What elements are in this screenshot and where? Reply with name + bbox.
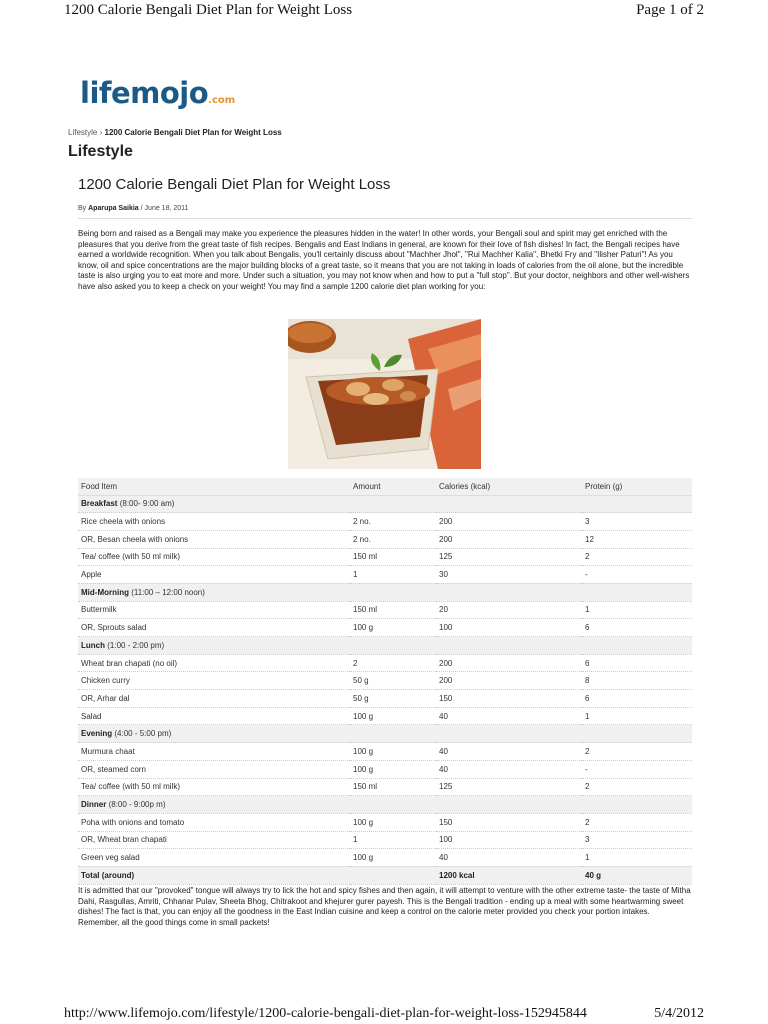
- meal-row: [78, 637, 692, 655]
- cell-protein: 2: [582, 813, 692, 831]
- outro-paragraph: It is admitted that our "provoked" tongue will always try to lick the hot and spicy fishes and then again, it will attempt to venture with the other extreme taste- the taste of Mitha Dahi, Rasgullas, Amriti, Chhanar Pulav, Sheeta Bhog, Chitrakoot and khejurer gurer payesh. This is the Bengali tradition - ending up a meal with some heartwarming sweet dishes! The fact is that, you can enjoy all the goodness in the East Indian cuisine and keep a control on the calorie meter provided you check your portion intakes. Remember, all the good things come in small packets!: [78, 886, 691, 927]
- cell-calories: 100: [436, 619, 582, 637]
- meal-time: (8:00- 9:00 am): [119, 499, 175, 509]
- cell-calories: 125: [436, 778, 582, 796]
- article-title: 1200 Calorie Bengali Diet Plan for Weight Loss: [78, 176, 391, 193]
- cell-amount: 2 no.: [350, 513, 436, 531]
- table-row: [78, 513, 692, 531]
- cell-protein: 2: [582, 778, 692, 796]
- print-header-title: 1200 Calorie Bengali Diet Plan for Weight Loss: [64, 2, 353, 18]
- cell-protein: 1: [582, 601, 692, 619]
- cell-calories: 200: [436, 530, 582, 548]
- cell-item: OR, Sprouts salad: [78, 619, 350, 637]
- fish-curry-photo: [288, 319, 481, 469]
- cell-amount: 50 g: [350, 690, 436, 708]
- header-protein: Protein (g): [582, 478, 692, 495]
- meal-cell: [78, 495, 692, 513]
- header-food-item: Food Item: [78, 478, 350, 495]
- cell-protein: 2: [582, 743, 692, 761]
- author-link[interactable]: Aparupa Saikia: [88, 205, 139, 212]
- meal-cell: [78, 583, 692, 601]
- breadcrumb-separator: ›: [99, 128, 103, 137]
- cell-protein: 1: [582, 849, 692, 867]
- cell-amount: 1: [350, 831, 436, 849]
- cell-calories: 40: [436, 707, 582, 725]
- meal-time: (1:00 - 2:00 pm): [107, 640, 165, 650]
- cell-calories: 200: [436, 654, 582, 672]
- cell-item: OR, Arhar dal: [78, 690, 350, 708]
- table-row: [78, 743, 692, 761]
- cell-item: Apple: [78, 566, 350, 584]
- table-row: [78, 831, 692, 849]
- cell-amount: 100 g: [350, 813, 436, 831]
- cell-calories: 100: [436, 831, 582, 849]
- cell-protein: 6: [582, 690, 692, 708]
- table-row: [78, 619, 692, 637]
- cell-amount: 2 no.: [350, 530, 436, 548]
- table-row: [78, 654, 692, 672]
- cell-item: Poha with onions and tomato: [78, 813, 350, 831]
- cell-calories: 150: [436, 813, 582, 831]
- table-row: [78, 707, 692, 725]
- table-row: [78, 601, 692, 619]
- cell-amount: 100 g: [350, 619, 436, 637]
- cell-calories: 40: [436, 760, 582, 778]
- meal-row: [78, 796, 692, 814]
- total-label: Total (around): [78, 866, 350, 884]
- table-header-row: [78, 478, 692, 495]
- cell-item: Wheat bran chapati (no oil): [78, 654, 350, 672]
- cell-item: OR, steamed corn: [78, 760, 350, 778]
- table-row: [78, 760, 692, 778]
- cell-calories: 40: [436, 849, 582, 867]
- total-calories: 1200 kcal: [436, 866, 582, 884]
- logo-wordmark: lifemojo: [80, 76, 209, 110]
- cell-item: Murmura chaat: [78, 743, 350, 761]
- cell-item: Rice cheela with onions: [78, 513, 350, 531]
- cell-calories: 30: [436, 566, 582, 584]
- breadcrumb-parent-link[interactable]: Lifestyle: [68, 128, 98, 137]
- header-amount: Amount: [350, 478, 436, 495]
- cell-protein: 6: [582, 619, 692, 637]
- cell-protein: 6: [582, 654, 692, 672]
- cell-item: OR, Besan cheela with onions: [78, 530, 350, 548]
- print-header: [64, 0, 704, 22]
- meal-cell: [78, 725, 692, 743]
- cell-amount: 50 g: [350, 672, 436, 690]
- meal-time: (11:00 – 12:00 noon): [131, 587, 205, 597]
- table-row: [78, 672, 692, 690]
- meal-cell: [78, 796, 692, 814]
- cell-calories: 150: [436, 690, 582, 708]
- cell-item: Buttermilk: [78, 601, 350, 619]
- table-row: [78, 566, 692, 584]
- cell-item: Tea/ coffee (with 50 ml milk): [78, 548, 350, 566]
- header-calories: Calories (kcal): [436, 478, 582, 495]
- cell-protein: 1: [582, 707, 692, 725]
- cell-protein: 8: [582, 672, 692, 690]
- total-row: [78, 866, 692, 884]
- diet-plan-table: [78, 478, 692, 885]
- cell-amount: 100 g: [350, 743, 436, 761]
- meal-name: Evening: [81, 729, 113, 739]
- byline-by: By: [78, 205, 87, 212]
- table-row: [78, 849, 692, 867]
- cell-amount: 150 ml: [350, 601, 436, 619]
- print-header-page: Page 1 of 2: [636, 2, 704, 18]
- cell-amount: 100 g: [350, 760, 436, 778]
- cell-protein: 12: [582, 530, 692, 548]
- cell-item: Green veg salad: [78, 849, 350, 867]
- breadcrumb: [68, 128, 282, 137]
- byline: [78, 205, 188, 212]
- publish-date: / June 18, 2011: [140, 205, 189, 212]
- cell-protein: -: [582, 760, 692, 778]
- cell-item: Tea/ coffee (with 50 ml milk): [78, 778, 350, 796]
- cell-protein: 3: [582, 513, 692, 531]
- cell-amount: 100 g: [350, 849, 436, 867]
- table-row: [78, 548, 692, 566]
- table-row: [78, 778, 692, 796]
- cell-item: Chicken curry: [78, 672, 350, 690]
- cell-calories: 125: [436, 548, 582, 566]
- cell-calories: 40: [436, 743, 582, 761]
- meal-name: Lunch: [81, 640, 105, 650]
- intro-paragraph: Being born and raised as a Bengali may make you experience the pleasures hidden in the water! In other words, your Bengali soul and spirit may get enriched with the pleasures that you derive from the great taste of fish recipes. Bengalis and East Indians in general, are known for their love of fish dishes! In fact, the Bengali recipes have earned a worldwide recognition. When you talk about Bengalis, you'll certainly discuss about "Machher Jhol", "Rui Machher Kalia", Bhetki Fry and "Ilisher Paturi"! As you know, oil and spice concentrations are the major building blocks of a great taste, so it means that you are not taking in loads of calories from the oil alone, but the incredible taste is also urging you to eat more and more. Under such a situation, you may not know when and how to put a "full stop". But your doctor, neighbors and other well-wishers have also asked you to keep a check on your weight! You may find a sample 1200 calorie diet plan working for you:: [78, 229, 690, 291]
- table-row: [78, 813, 692, 831]
- section-title: Lifestyle: [68, 143, 133, 160]
- meal-name: Dinner: [81, 800, 107, 810]
- cell-calories: 200: [436, 513, 582, 531]
- cell-amount: 1: [350, 566, 436, 584]
- cell-amount: 2: [350, 654, 436, 672]
- meal-row: [78, 725, 692, 743]
- page-url: http://www.lifemojo.com/lifestyle/1200-calorie-bengali-diet-plan-for-weight-loss-152945844: [64, 1006, 587, 1021]
- cell-amount: 150 ml: [350, 548, 436, 566]
- total-protein: 40 g: [582, 866, 692, 884]
- table-row: [78, 690, 692, 708]
- meal-time: (8:00 - 9:00p m): [108, 800, 166, 810]
- cell-calories: 20: [436, 601, 582, 619]
- table-row: [78, 530, 692, 548]
- breadcrumb-current: 1200 Calorie Bengali Diet Plan for Weight Loss: [104, 128, 282, 137]
- meal-cell: [78, 637, 692, 655]
- print-date: 5/4/2012: [654, 1006, 704, 1021]
- cell-protein: -: [582, 566, 692, 584]
- diet-table-body: [78, 495, 692, 884]
- meal-name: Breakfast: [81, 499, 118, 509]
- cell-item: OR, Wheat bran chapati: [78, 831, 350, 849]
- cell-protein: 3: [582, 831, 692, 849]
- cell-protein: 2: [582, 548, 692, 566]
- cell-amount: 150 ml: [350, 778, 436, 796]
- meal-row: [78, 583, 692, 601]
- logo-tld: .com: [208, 95, 236, 106]
- cell-calories: 200: [436, 672, 582, 690]
- meal-name: Mid-Morning: [81, 587, 129, 597]
- byline-divider: [78, 218, 692, 219]
- lifemojo-logo[interactable]: [80, 76, 235, 116]
- total-amount: [350, 866, 436, 884]
- cell-item: Salad: [78, 707, 350, 725]
- meal-row: [78, 495, 692, 513]
- cell-amount: 100 g: [350, 707, 436, 725]
- meal-time: (4:00 - 5:00 pm): [114, 729, 172, 739]
